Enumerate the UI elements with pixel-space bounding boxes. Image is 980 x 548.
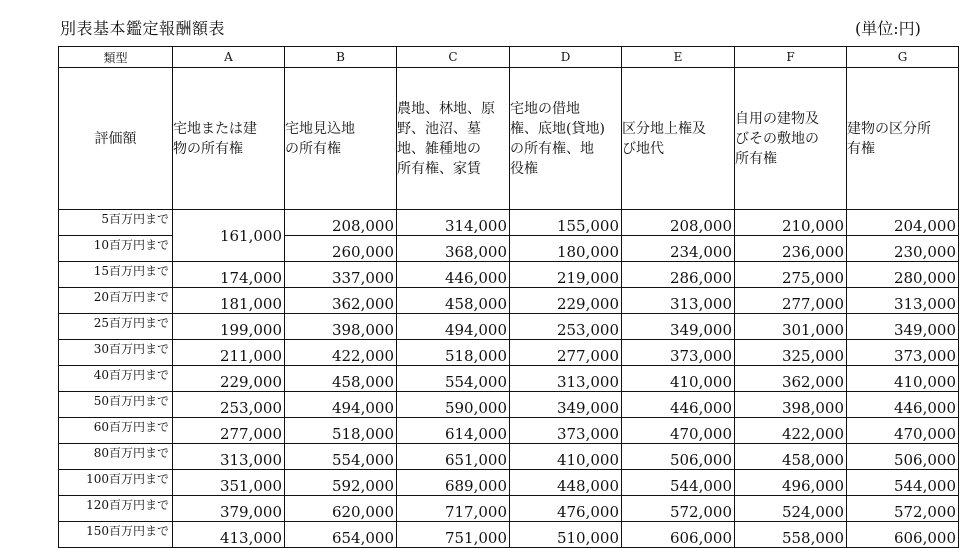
table-row: [59, 522, 959, 548]
value-cell: 313,000: [173, 444, 285, 470]
column-label-text: 宅地見込地 の所有権: [285, 120, 355, 157]
column-label-text: 宅地または建 物の所有権: [173, 120, 257, 157]
band-cell: 150百万円まで: [59, 522, 173, 548]
value-cell: 313,000: [847, 288, 959, 314]
value-cell: 368,000: [397, 236, 510, 262]
value-cell: 554,000: [285, 444, 397, 470]
value-cell: 277,000: [735, 288, 847, 314]
value-cell: 286,000: [622, 262, 735, 288]
value-cell: 458,000: [735, 444, 847, 470]
value-cell: 229,000: [173, 366, 285, 392]
value-cell: 518,000: [397, 340, 510, 366]
column-label-text: 区分地上権及 び地代: [622, 120, 706, 157]
column-code: A: [173, 47, 285, 68]
table-row: [59, 288, 959, 314]
value-cell: 410,000: [847, 366, 959, 392]
value-cell: 260,000: [285, 236, 397, 262]
value-cell: 236,000: [735, 236, 847, 262]
band-cell: 25百万円まで: [59, 314, 173, 340]
value-cell: 510,000: [510, 522, 622, 548]
value-cell: 592,000: [285, 470, 397, 496]
column-code: C: [397, 47, 510, 68]
value-cell: 446,000: [397, 262, 510, 288]
table-row: [59, 262, 959, 288]
band-cell: 10百万円まで: [59, 236, 173, 262]
value-cell: 204,000: [847, 210, 959, 236]
value-cell: 446,000: [847, 392, 959, 418]
column-label-text: 建物の区分所 有権: [847, 120, 931, 157]
value-cell: 614,000: [397, 418, 510, 444]
value-cell: 349,000: [622, 314, 735, 340]
page-title: 別表基本鑑定報酬額表: [60, 19, 226, 38]
value-cell: 351,000: [173, 470, 285, 496]
merged-a-cell: 161,000: [173, 210, 285, 262]
value-cell: 413,000: [173, 522, 285, 548]
value-cell: 476,000: [510, 496, 622, 522]
value-cell: 301,000: [735, 314, 847, 340]
value-cell: 277,000: [510, 340, 622, 366]
value-cell: 606,000: [622, 522, 735, 548]
column-code: B: [285, 47, 397, 68]
value-cell: 398,000: [285, 314, 397, 340]
value-cell: 398,000: [735, 392, 847, 418]
table-row: [59, 444, 959, 470]
value-cell: 313,000: [622, 288, 735, 314]
value-cell: 349,000: [510, 392, 622, 418]
value-cell: 277,000: [173, 418, 285, 444]
value-cell: 230,000: [847, 236, 959, 262]
value-cell: 494,000: [397, 314, 510, 340]
column-label: [735, 68, 847, 210]
value-cell: 494,000: [285, 392, 397, 418]
value-cell: 518,000: [285, 418, 397, 444]
column-label-text: 自用の建物及 びその敷地の 所有権: [735, 110, 819, 167]
table-row: [59, 366, 959, 392]
value-cell: 448,000: [510, 470, 622, 496]
value-cell: 180,000: [510, 236, 622, 262]
column-label: [622, 68, 735, 210]
value-cell: 362,000: [285, 288, 397, 314]
value-cell: 349,000: [847, 314, 959, 340]
table-row: [59, 392, 959, 418]
value-cell: 280,000: [847, 262, 959, 288]
value-cell: 373,000: [622, 340, 735, 366]
value-cell: 208,000: [622, 210, 735, 236]
value-cell: 313,000: [510, 366, 622, 392]
band-cell: 100百万円まで: [59, 470, 173, 496]
value-cell: 229,000: [510, 288, 622, 314]
value-cell: 155,000: [510, 210, 622, 236]
band-cell: 60百万円まで: [59, 418, 173, 444]
value-cell: 458,000: [285, 366, 397, 392]
table-row: [59, 418, 959, 444]
value-cell: 325,000: [735, 340, 847, 366]
value-cell: 496,000: [735, 470, 847, 496]
remaining-rows: [59, 262, 959, 548]
band-cell: 5百万円まで: [59, 210, 173, 236]
value-cell: 554,000: [397, 366, 510, 392]
value-cell: 572,000: [622, 496, 735, 522]
value-cell: 211,000: [173, 340, 285, 366]
table-row: [59, 340, 959, 366]
column-label-row: [59, 68, 959, 210]
value-cell: 524,000: [735, 496, 847, 522]
unit-label: (単位:円): [855, 19, 921, 38]
value-cell: 506,000: [622, 444, 735, 470]
type-header: 類型: [59, 47, 173, 68]
table-row: [59, 314, 959, 340]
value-cell: 410,000: [510, 444, 622, 470]
column-label: [510, 68, 622, 210]
table-row: [59, 210, 959, 236]
column-label-text: 宅地の借地 権、底地(貸地) の所有権、地 役権: [510, 100, 605, 177]
value-cell: 606,000: [847, 522, 959, 548]
column-code: D: [510, 47, 622, 68]
table-row: [59, 496, 959, 522]
column-label: [285, 68, 397, 210]
value-cell: 620,000: [285, 496, 397, 522]
eval-header: 評価額: [59, 68, 173, 210]
band-cell: 30百万円まで: [59, 340, 173, 366]
column-label: [173, 68, 285, 210]
value-cell: 558,000: [735, 522, 847, 548]
column-label-text: 農地、林地、原 野、池沼、墓 地、雑種地の 所有権、家賃: [397, 100, 495, 177]
value-cell: 470,000: [622, 418, 735, 444]
value-cell: 506,000: [847, 444, 959, 470]
value-cell: 572,000: [847, 496, 959, 522]
band-cell: 80百万円まで: [59, 444, 173, 470]
value-cell: 446,000: [622, 392, 735, 418]
value-cell: 174,000: [173, 262, 285, 288]
value-cell: 544,000: [847, 470, 959, 496]
column-label: [397, 68, 510, 210]
value-cell: 422,000: [735, 418, 847, 444]
value-cell: 253,000: [510, 314, 622, 340]
value-cell: 590,000: [397, 392, 510, 418]
value-cell: 458,000: [397, 288, 510, 314]
value-cell: 314,000: [397, 210, 510, 236]
value-cell: 379,000: [173, 496, 285, 522]
value-cell: 234,000: [622, 236, 735, 262]
value-cell: 422,000: [285, 340, 397, 366]
value-cell: 470,000: [847, 418, 959, 444]
value-cell: 208,000: [285, 210, 397, 236]
column-code: F: [735, 47, 847, 68]
value-cell: 219,000: [510, 262, 622, 288]
value-cell: 410,000: [622, 366, 735, 392]
value-cell: 362,000: [735, 366, 847, 392]
band-cell: 40百万円まで: [59, 366, 173, 392]
band-cell: 50百万円まで: [59, 392, 173, 418]
band-cell: 20百万円まで: [59, 288, 173, 314]
band-cell: 120百万円まで: [59, 496, 173, 522]
column-code-row: [59, 47, 959, 68]
value-cell: 373,000: [510, 418, 622, 444]
value-cell: 689,000: [397, 470, 510, 496]
band-cell: 15百万円まで: [59, 262, 173, 288]
table-row: [59, 470, 959, 496]
value-cell: 253,000: [173, 392, 285, 418]
column-label: [847, 68, 959, 210]
value-cell: 654,000: [285, 522, 397, 548]
column-code: G: [847, 47, 959, 68]
fee-table: [58, 46, 959, 548]
value-cell: 275,000: [735, 262, 847, 288]
value-cell: 199,000: [173, 314, 285, 340]
value-cell: 651,000: [397, 444, 510, 470]
value-cell: 181,000: [173, 288, 285, 314]
value-cell: 210,000: [735, 210, 847, 236]
value-cell: 544,000: [622, 470, 735, 496]
value-cell: 751,000: [397, 522, 510, 548]
value-cell: 373,000: [847, 340, 959, 366]
value-cell: 717,000: [397, 496, 510, 522]
column-code: E: [622, 47, 735, 68]
value-cell: 337,000: [285, 262, 397, 288]
